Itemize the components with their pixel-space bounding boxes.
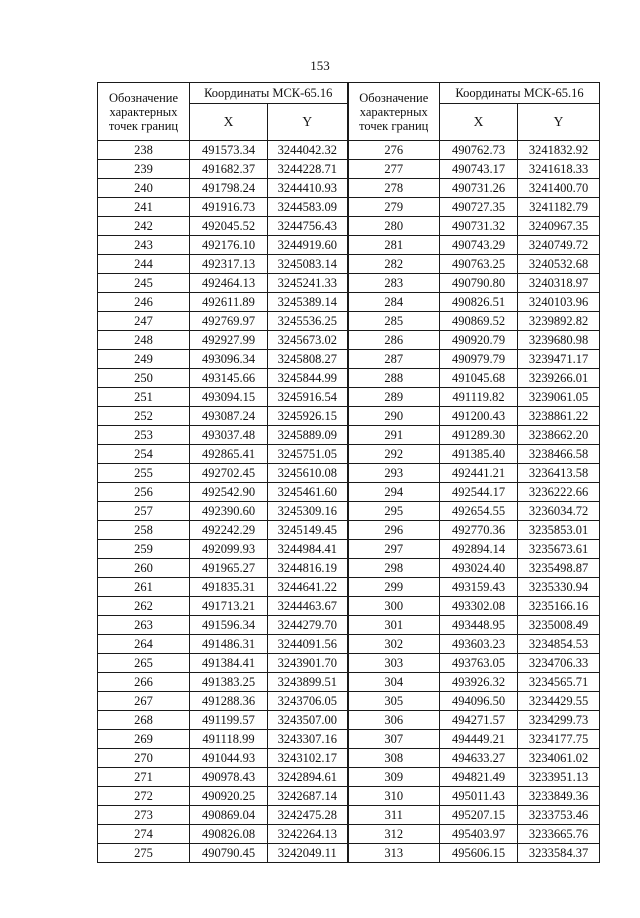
right-y-coordinate-cell: 3234177.75 [518, 730, 600, 749]
left-y-coordinate-cell: 3242687.14 [268, 787, 348, 806]
left-point-id-cell: 258 [98, 521, 190, 540]
right-x-coordinate-cell: 495403.97 [440, 825, 518, 844]
table-row [98, 331, 600, 350]
left-y-coordinate-cell: 3244042.32 [268, 141, 348, 160]
left-point-id-cell: 270 [98, 749, 190, 768]
right-y-coordinate-cell: 3234706.33 [518, 654, 600, 673]
right-y-coordinate-cell: 3233849.36 [518, 787, 600, 806]
right-y-coordinate-cell: 3233753.46 [518, 806, 600, 825]
left-x-coordinate-cell: 491798.24 [190, 179, 268, 198]
table-row [98, 160, 600, 179]
right-y-coordinate-cell: 3235166.16 [518, 597, 600, 616]
table-row [98, 768, 600, 787]
left-y-coordinate-cell: 3245083.14 [268, 255, 348, 274]
left-point-id-cell: 254 [98, 445, 190, 464]
right-x-coordinate-cell: 493448.95 [440, 616, 518, 635]
left-point-id-cell: 251 [98, 388, 190, 407]
left-x-coordinate-cell: 493096.34 [190, 350, 268, 369]
right-y-coordinate-cell: 3238662.20 [518, 426, 600, 445]
table-row [98, 293, 600, 312]
right-y-coordinate-cell: 3241832.92 [518, 141, 600, 160]
table-row [98, 236, 600, 255]
left-point-id-cell: 246 [98, 293, 190, 312]
right-x-coordinate-cell: 493763.05 [440, 654, 518, 673]
right-y-coordinate-cell: 3234565.71 [518, 673, 600, 692]
right-x-coordinate-cell: 490869.52 [440, 312, 518, 331]
left-point-id-cell: 268 [98, 711, 190, 730]
left-y-coordinate-cell: 3245461.60 [268, 483, 348, 502]
right-y-coordinate-cell: 3238466.58 [518, 445, 600, 464]
left-x-coordinate-cell: 491682.37 [190, 160, 268, 179]
left-x-coordinate-cell: 491573.34 [190, 141, 268, 160]
right-point-id-cell: 286 [348, 331, 440, 350]
right-x-coordinate-cell: 490731.32 [440, 217, 518, 236]
left-point-id-cell: 253 [98, 426, 190, 445]
right-point-id-cell: 306 [348, 711, 440, 730]
left-point-id-cell: 244 [98, 255, 190, 274]
table-row [98, 521, 600, 540]
left-y-coordinate-cell: 3244583.09 [268, 198, 348, 217]
right-point-id-cell: 304 [348, 673, 440, 692]
left-y-coordinate-cell: 3242894.61 [268, 768, 348, 787]
right-point-id-cell: 289 [348, 388, 440, 407]
left-y-coordinate-cell: 3245389.14 [268, 293, 348, 312]
left-y-coordinate-cell: 3245808.27 [268, 350, 348, 369]
right-point-id-cell: 294 [348, 483, 440, 502]
left-x-coordinate-cell: 493087.24 [190, 407, 268, 426]
left-y-coordinate-cell: 3245926.15 [268, 407, 348, 426]
right-y-coordinate-cell: 3239892.82 [518, 312, 600, 331]
right-x-coordinate-cell: 490762.73 [440, 141, 518, 160]
right-point-id-cell: 291 [348, 426, 440, 445]
table-row [98, 217, 600, 236]
right-x-coordinate-cell: 493603.23 [440, 635, 518, 654]
right-y-coordinate-cell: 3236413.58 [518, 464, 600, 483]
left-x-coordinate-cell: 492702.45 [190, 464, 268, 483]
left-y-coordinate-cell: 3245241.33 [268, 274, 348, 293]
left-y-coordinate-cell: 3244919.60 [268, 236, 348, 255]
table-row [98, 483, 600, 502]
right-point-id-cell: 279 [348, 198, 440, 217]
right-point-id-cell: 303 [348, 654, 440, 673]
left-y-coordinate-cell: 3244816.19 [268, 559, 348, 578]
left-y-coordinate-cell: 3244410.93 [268, 179, 348, 198]
right-y-coordinate-cell: 3234429.55 [518, 692, 600, 711]
left-x-coordinate-cell: 493037.48 [190, 426, 268, 445]
right-point-id-cell: 283 [348, 274, 440, 293]
right-point-id-cell: 297 [348, 540, 440, 559]
right-y-coordinate-cell: 3235498.87 [518, 559, 600, 578]
table-row [98, 369, 600, 388]
left-point-id-cell: 255 [98, 464, 190, 483]
left-point-id-cell: 241 [98, 198, 190, 217]
right-x-coordinate-cell: 491045.68 [440, 369, 518, 388]
left-point-id-cell: 266 [98, 673, 190, 692]
right-x-coordinate-cell: 490763.25 [440, 255, 518, 274]
right-x-coordinate-cell: 490743.17 [440, 160, 518, 179]
table-row [98, 578, 600, 597]
left-point-id-cell: 239 [98, 160, 190, 179]
left-point-id-cell: 274 [98, 825, 190, 844]
right-x-coordinate-cell: 491200.43 [440, 407, 518, 426]
right-x-coordinate-cell: 490920.79 [440, 331, 518, 350]
left-x-coordinate-cell: 490826.08 [190, 825, 268, 844]
table-row [98, 806, 600, 825]
left-x-coordinate-cell: 493094.15 [190, 388, 268, 407]
left-x-coordinate-cell: 492317.13 [190, 255, 268, 274]
right-x-coordinate-cell: 494449.21 [440, 730, 518, 749]
table-row [98, 654, 600, 673]
left-x-coordinate-cell: 490869.04 [190, 806, 268, 825]
table-row [98, 559, 600, 578]
left-x-coordinate-cell: 492099.93 [190, 540, 268, 559]
left-point-id-cell: 245 [98, 274, 190, 293]
left-x-coordinate-cell: 492242.29 [190, 521, 268, 540]
table-row [98, 464, 600, 483]
right-x-coordinate-cell: 490731.26 [440, 179, 518, 198]
right-x-coordinate-cell: 491119.82 [440, 388, 518, 407]
table-row [98, 255, 600, 274]
left-x-coordinate-cell: 491288.36 [190, 692, 268, 711]
left-point-id-cell: 240 [98, 179, 190, 198]
left-point-id-cell: 238 [98, 141, 190, 160]
table-row [98, 635, 600, 654]
left-y-coordinate-cell: 3244641.22 [268, 578, 348, 597]
left-x-coordinate-cell: 492176.10 [190, 236, 268, 255]
right-y-coordinate-cell: 3234854.53 [518, 635, 600, 654]
right-y-coordinate-cell: 3235008.49 [518, 616, 600, 635]
right-point-id-cell: 290 [348, 407, 440, 426]
right-point-id-cell: 280 [348, 217, 440, 236]
right-x-coordinate-cell: 490727.35 [440, 198, 518, 217]
designation-header-left [98, 83, 190, 141]
right-x-coordinate-cell: 492441.21 [440, 464, 518, 483]
left-y-coordinate-cell: 3245536.25 [268, 312, 348, 331]
left-x-coordinate-cell: 490978.43 [190, 768, 268, 787]
right-x-coordinate-cell: 492894.14 [440, 540, 518, 559]
right-point-id-cell: 278 [348, 179, 440, 198]
left-x-coordinate-cell: 492390.60 [190, 502, 268, 521]
left-x-coordinate-cell: 492769.97 [190, 312, 268, 331]
table-row [98, 445, 600, 464]
right-x-coordinate-cell: 490826.51 [440, 293, 518, 312]
right-y-coordinate-cell: 3235330.94 [518, 578, 600, 597]
table-row [98, 540, 600, 559]
left-x-coordinate-cell: 491596.34 [190, 616, 268, 635]
right-x-coordinate-cell: 493926.32 [440, 673, 518, 692]
right-y-coordinate-cell: 3240967.35 [518, 217, 600, 236]
right-x-coordinate-cell: 494096.50 [440, 692, 518, 711]
left-x-coordinate-cell: 491044.93 [190, 749, 268, 768]
right-y-coordinate-cell: 3233951.13 [518, 768, 600, 787]
right-y-coordinate-cell: 3241182.79 [518, 198, 600, 217]
left-y-coordinate-cell: 3245889.09 [268, 426, 348, 445]
right-point-id-cell: 310 [348, 787, 440, 806]
right-y-coordinate-cell: 3240103.96 [518, 293, 600, 312]
left-point-id-cell: 243 [98, 236, 190, 255]
left-y-coordinate-cell: 3244091.56 [268, 635, 348, 654]
right-y-coordinate-cell: 3236034.72 [518, 502, 600, 521]
designation-header-line: характерных [359, 104, 428, 119]
left-point-id-cell: 261 [98, 578, 190, 597]
table-row [98, 350, 600, 369]
left-y-coordinate-cell: 3245149.45 [268, 521, 348, 540]
left-y-coordinate-cell: 3244756.43 [268, 217, 348, 236]
right-point-id-cell: 284 [348, 293, 440, 312]
right-y-coordinate-cell: 3235853.01 [518, 521, 600, 540]
table-row [98, 198, 600, 217]
left-point-id-cell: 260 [98, 559, 190, 578]
right-y-coordinate-cell: 3239266.01 [518, 369, 600, 388]
left-y-coordinate-cell: 3243706.05 [268, 692, 348, 711]
right-point-id-cell: 312 [348, 825, 440, 844]
left-y-coordinate-cell: 3243307.16 [268, 730, 348, 749]
left-point-id-cell: 242 [98, 217, 190, 236]
left-point-id-cell: 259 [98, 540, 190, 559]
left-y-coordinate-cell: 3242049.11 [268, 844, 348, 863]
left-y-coordinate-cell: 3245751.05 [268, 445, 348, 464]
table-row [98, 711, 600, 730]
right-point-id-cell: 299 [348, 578, 440, 597]
right-y-coordinate-cell: 3238861.22 [518, 407, 600, 426]
table-row [98, 749, 600, 768]
right-point-id-cell: 293 [348, 464, 440, 483]
designation-header-line: точек границ [359, 118, 429, 133]
left-y-coordinate-cell: 3245309.16 [268, 502, 348, 521]
left-x-coordinate-cell: 491835.31 [190, 578, 268, 597]
left-point-id-cell: 265 [98, 654, 190, 673]
right-x-coordinate-cell: 491385.40 [440, 445, 518, 464]
left-x-coordinate-cell: 491486.31 [190, 635, 268, 654]
right-x-coordinate-cell: 495011.43 [440, 787, 518, 806]
right-point-id-cell: 313 [348, 844, 440, 863]
left-y-coordinate-cell: 3245916.54 [268, 388, 348, 407]
table-row [98, 407, 600, 426]
left-x-coordinate-cell: 492611.89 [190, 293, 268, 312]
left-y-coordinate-cell: 3245673.02 [268, 331, 348, 350]
right-point-id-cell: 288 [348, 369, 440, 388]
right-x-coordinate-cell: 493159.43 [440, 578, 518, 597]
right-point-id-cell: 301 [348, 616, 440, 635]
left-x-coordinate-cell: 490920.25 [190, 787, 268, 806]
right-x-coordinate-cell: 491289.30 [440, 426, 518, 445]
right-x-coordinate-cell: 493024.40 [440, 559, 518, 578]
left-point-id-cell: 249 [98, 350, 190, 369]
left-y-coordinate-cell: 3242475.28 [268, 806, 348, 825]
right-point-id-cell: 282 [348, 255, 440, 274]
table-row [98, 844, 600, 863]
table-row [98, 179, 600, 198]
left-x-coordinate-cell: 492927.99 [190, 331, 268, 350]
right-x-coordinate-cell: 493302.08 [440, 597, 518, 616]
right-y-coordinate-cell: 3239061.05 [518, 388, 600, 407]
right-x-coordinate-cell: 490790.80 [440, 274, 518, 293]
designation-header-line: характерных [109, 104, 178, 119]
left-point-id-cell: 262 [98, 597, 190, 616]
left-y-coordinate-cell: 3243901.70 [268, 654, 348, 673]
left-y-coordinate-cell: 3243102.17 [268, 749, 348, 768]
right-y-coordinate-cell: 3240318.97 [518, 274, 600, 293]
table-row [98, 616, 600, 635]
left-x-coordinate-cell: 491916.73 [190, 198, 268, 217]
right-x-coordinate-cell: 494821.49 [440, 768, 518, 787]
left-point-id-cell: 264 [98, 635, 190, 654]
table-row [98, 825, 600, 844]
left-x-coordinate-cell: 491384.41 [190, 654, 268, 673]
table-row [98, 692, 600, 711]
table-row [98, 730, 600, 749]
left-y-coordinate-cell: 3245610.08 [268, 464, 348, 483]
right-point-id-cell: 311 [348, 806, 440, 825]
left-x-coordinate-cell: 492045.52 [190, 217, 268, 236]
y-column-header-left: Y [268, 104, 348, 141]
right-point-id-cell: 302 [348, 635, 440, 654]
left-x-coordinate-cell: 492542.90 [190, 483, 268, 502]
right-x-coordinate-cell: 492544.17 [440, 483, 518, 502]
left-point-id-cell: 273 [98, 806, 190, 825]
page-number: 153 [310, 58, 330, 73]
left-point-id-cell: 257 [98, 502, 190, 521]
left-point-id-cell: 250 [98, 369, 190, 388]
right-y-coordinate-cell: 3235673.61 [518, 540, 600, 559]
right-y-coordinate-cell: 3234061.02 [518, 749, 600, 768]
right-point-id-cell: 307 [348, 730, 440, 749]
right-y-coordinate-cell: 3234299.73 [518, 711, 600, 730]
right-x-coordinate-cell: 495207.15 [440, 806, 518, 825]
left-y-coordinate-cell: 3245844.99 [268, 369, 348, 388]
designation-header-line: Обозначение [359, 90, 429, 105]
right-point-id-cell: 287 [348, 350, 440, 369]
right-point-id-cell: 296 [348, 521, 440, 540]
left-point-id-cell: 271 [98, 768, 190, 787]
y-column-header-right: Y [518, 104, 600, 141]
right-y-coordinate-cell: 3233665.76 [518, 825, 600, 844]
right-point-id-cell: 305 [348, 692, 440, 711]
right-x-coordinate-cell: 494633.27 [440, 749, 518, 768]
table-row [98, 502, 600, 521]
right-point-id-cell: 300 [348, 597, 440, 616]
right-y-coordinate-cell: 3241618.33 [518, 160, 600, 179]
coord-system-header-left: Координаты МСК-65.16 [190, 83, 348, 104]
left-point-id-cell: 247 [98, 312, 190, 331]
right-x-coordinate-cell: 490979.79 [440, 350, 518, 369]
left-y-coordinate-cell: 3242264.13 [268, 825, 348, 844]
designation-header-line: Обозначение [108, 90, 179, 105]
table-row [98, 597, 600, 616]
right-x-coordinate-cell: 490743.29 [440, 236, 518, 255]
x-column-header-left: X [190, 104, 268, 141]
right-y-coordinate-cell: 3233584.37 [518, 844, 600, 863]
right-point-id-cell: 281 [348, 236, 440, 255]
left-y-coordinate-cell: 3244228.71 [268, 160, 348, 179]
left-x-coordinate-cell: 492865.41 [190, 445, 268, 464]
designation-header-line: точек границ [108, 118, 179, 133]
left-x-coordinate-cell: 492464.13 [190, 274, 268, 293]
left-x-coordinate-cell: 491199.57 [190, 711, 268, 730]
left-x-coordinate-cell: 491713.21 [190, 597, 268, 616]
left-point-id-cell: 252 [98, 407, 190, 426]
right-point-id-cell: 285 [348, 312, 440, 331]
left-x-coordinate-cell: 491383.25 [190, 673, 268, 692]
left-point-id-cell: 267 [98, 692, 190, 711]
table-row [98, 787, 600, 806]
left-x-coordinate-cell: 491965.27 [190, 559, 268, 578]
right-point-id-cell: 277 [348, 160, 440, 179]
right-x-coordinate-cell: 494271.57 [440, 711, 518, 730]
left-y-coordinate-cell: 3244279.70 [268, 616, 348, 635]
right-y-coordinate-cell: 3240749.72 [518, 236, 600, 255]
table-row [98, 673, 600, 692]
right-x-coordinate-cell: 492770.36 [440, 521, 518, 540]
left-point-id-cell: 256 [98, 483, 190, 502]
right-y-coordinate-cell: 3239680.98 [518, 331, 600, 350]
left-y-coordinate-cell: 3243899.51 [268, 673, 348, 692]
coordinates-table-body [98, 141, 600, 863]
left-point-id-cell: 263 [98, 616, 190, 635]
right-point-id-cell: 309 [348, 768, 440, 787]
coordinates-table [97, 82, 600, 863]
right-point-id-cell: 292 [348, 445, 440, 464]
left-point-id-cell: 275 [98, 844, 190, 863]
right-y-coordinate-cell: 3241400.70 [518, 179, 600, 198]
right-point-id-cell: 276 [348, 141, 440, 160]
right-point-id-cell: 295 [348, 502, 440, 521]
right-point-id-cell: 298 [348, 559, 440, 578]
table-row [98, 426, 600, 445]
left-x-coordinate-cell: 493145.66 [190, 369, 268, 388]
designation-header-right [348, 83, 440, 141]
right-y-coordinate-cell: 3236222.66 [518, 483, 600, 502]
left-y-coordinate-cell: 3243507.00 [268, 711, 348, 730]
left-point-id-cell: 269 [98, 730, 190, 749]
left-x-coordinate-cell: 491118.99 [190, 730, 268, 749]
coord-system-header-right: Координаты МСК-65.16 [440, 83, 600, 104]
x-column-header-right: X [440, 104, 518, 141]
left-point-id-cell: 248 [98, 331, 190, 350]
table-row [98, 141, 600, 160]
left-y-coordinate-cell: 3244984.41 [268, 540, 348, 559]
right-y-coordinate-cell: 3239471.17 [518, 350, 600, 369]
right-point-id-cell: 308 [348, 749, 440, 768]
left-y-coordinate-cell: 3244463.67 [268, 597, 348, 616]
left-point-id-cell: 272 [98, 787, 190, 806]
table-row [98, 274, 600, 293]
right-x-coordinate-cell: 495606.15 [440, 844, 518, 863]
right-x-coordinate-cell: 492654.55 [440, 502, 518, 521]
table-row [98, 312, 600, 331]
left-x-coordinate-cell: 490790.45 [190, 844, 268, 863]
table-row [98, 388, 600, 407]
right-y-coordinate-cell: 3240532.68 [518, 255, 600, 274]
